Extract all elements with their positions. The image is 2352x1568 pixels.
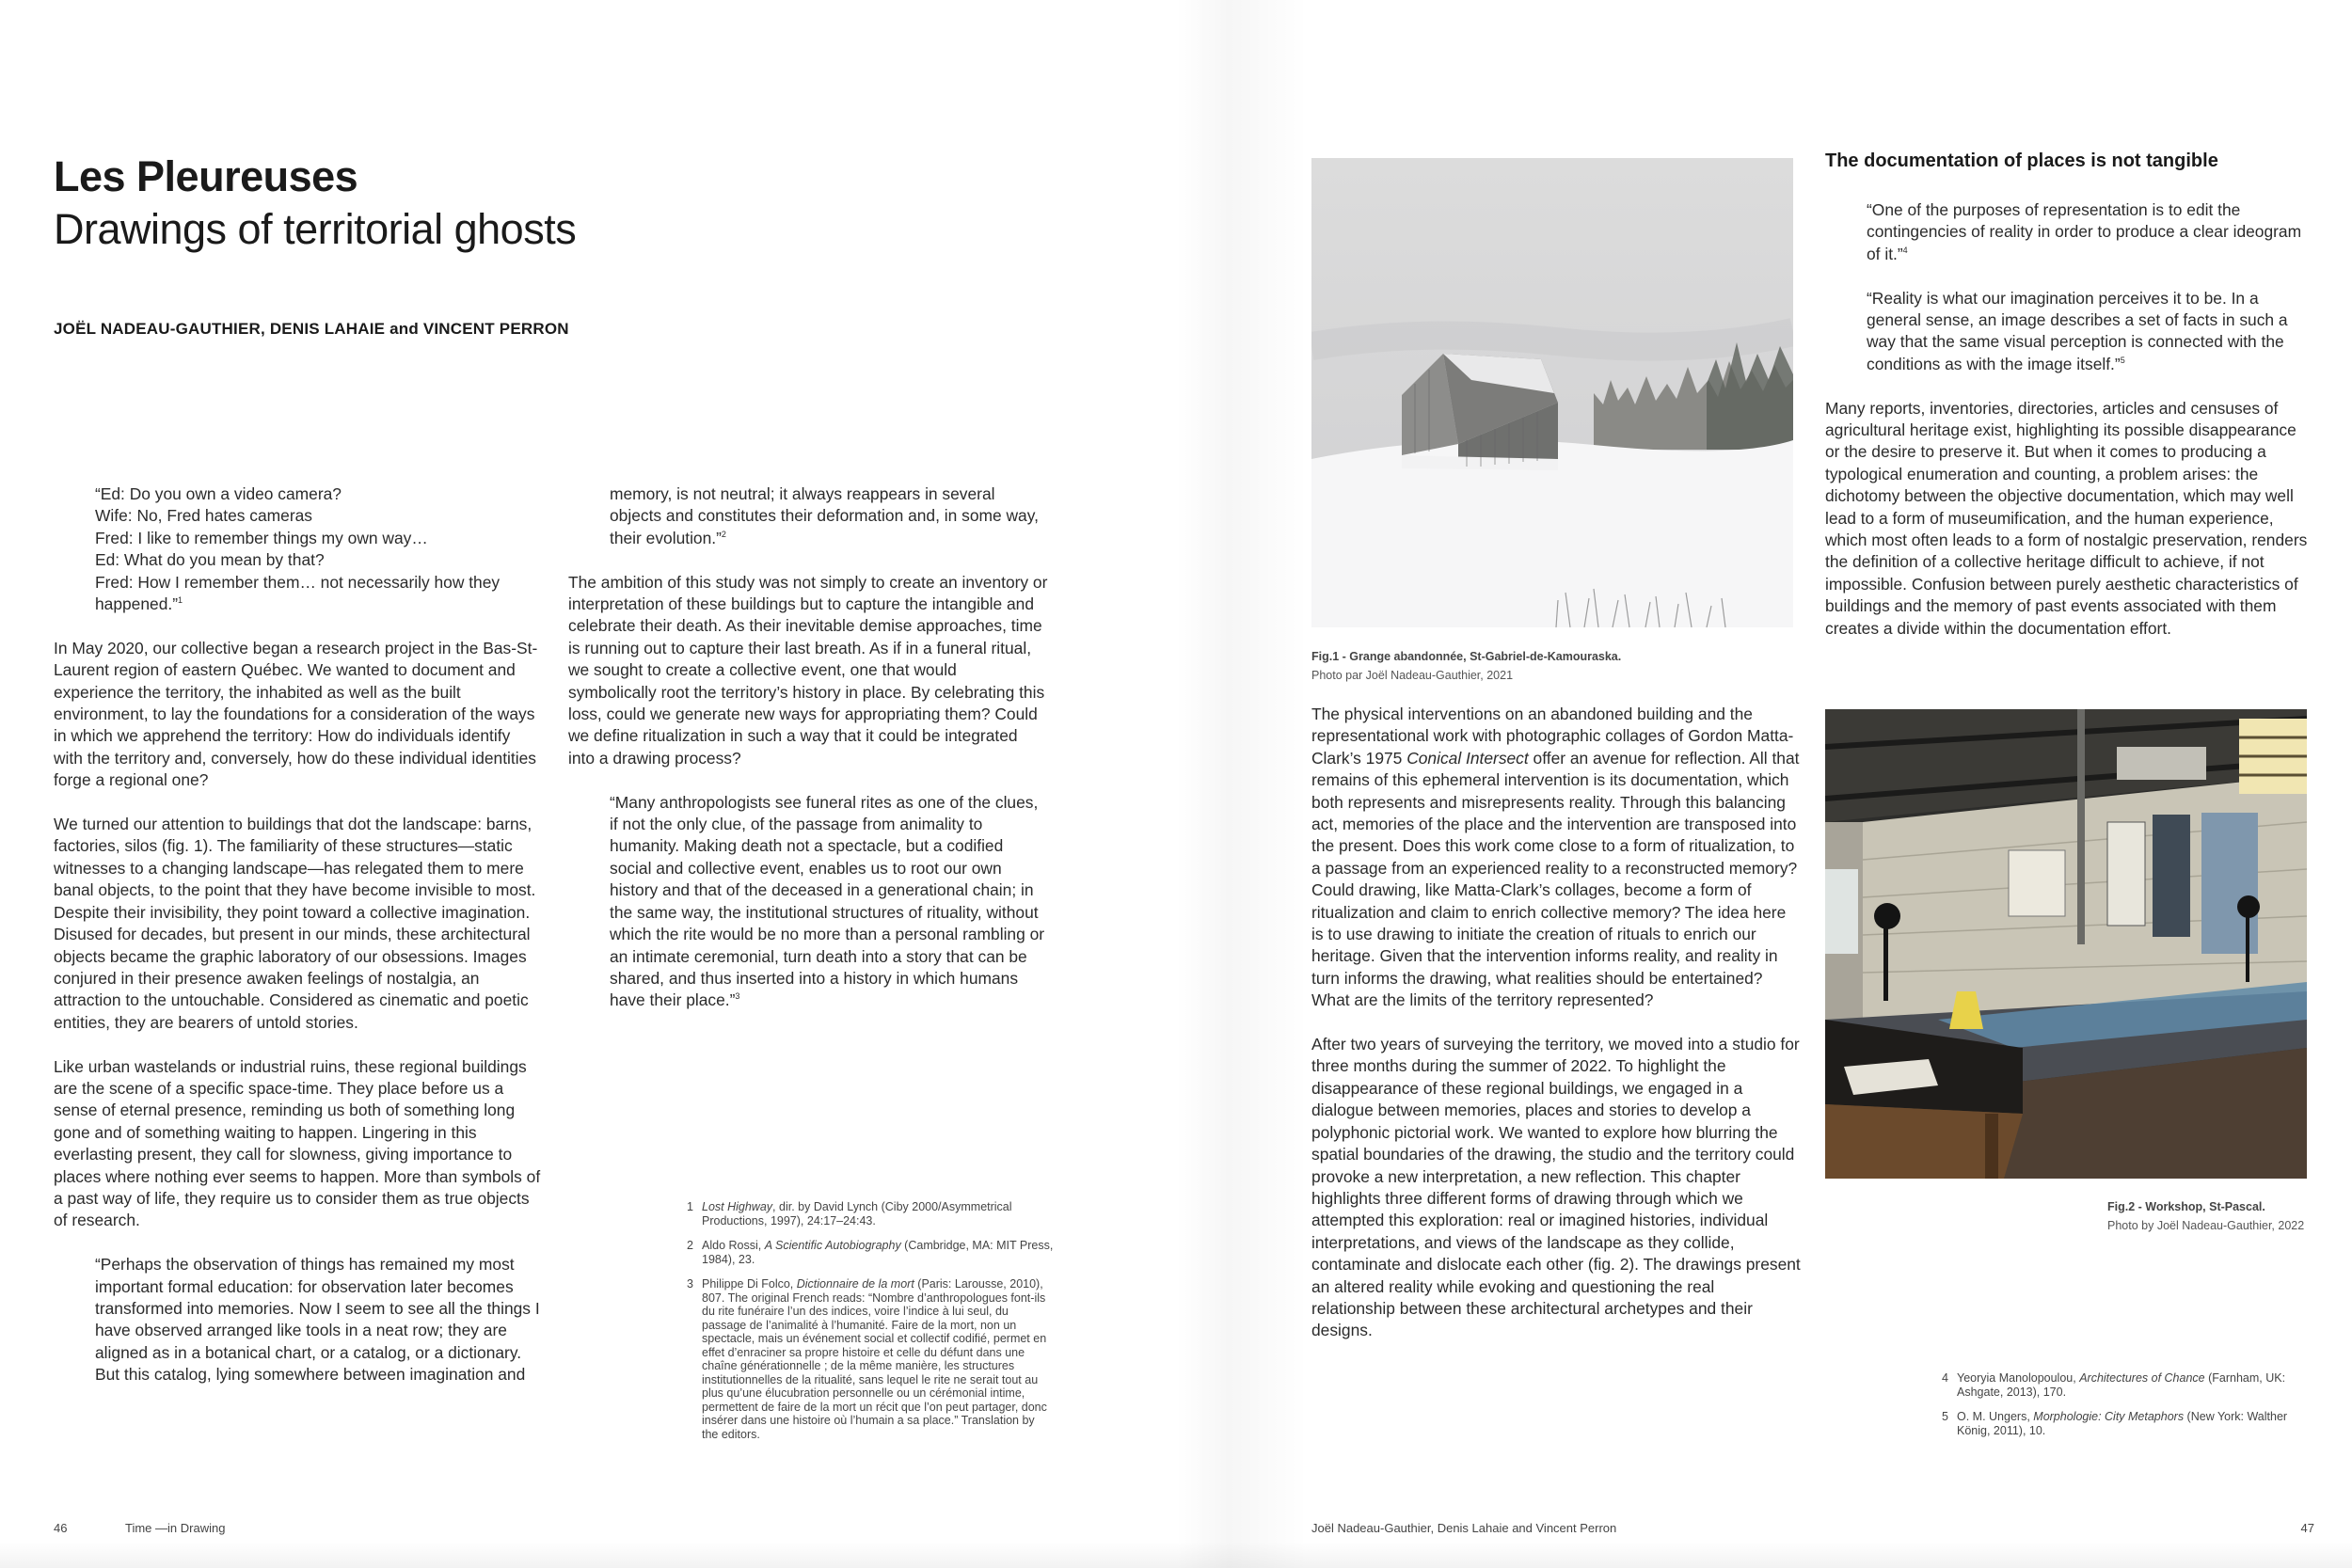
footnote-ref: 4 [1902, 245, 1908, 256]
paragraph: Like urban wastelands or industrial ruins, these regional buildings are the scene of a specific space-time. They place before us a sense of eternal presence, reminding us both of something long gone and of something waiting to happen. Lingering in this everlasting present, they call for slowness, giving importance to places where nothing ever seems to happen. More than symbols of a past way of life, they require us to consider them as true objects of research. [54, 1056, 541, 1230]
figure-2-workshop-photo [1825, 709, 2307, 1179]
running-head-left: Time —in Drawing [125, 1521, 226, 1535]
block-quote: “Reality is what our imagination perceives it to be. In a general sense, an image describes a set of facts in such a way that the same visual perception is connected with the conditions as with the image itself.”$^5$ [1867, 288, 2288, 373]
footnote: 4 Yeoryia Manolopoulou, Architectures of Chance (Farnham, UK: Ashgate, 2013), 170. [1942, 1371, 2286, 1399]
block-quote: “Many anthropologists see funeral rites as one of the clues, if not the only clue, of the passage from animality to humanity. Making death not a spectacle, but a codified social and collective event, enables us to root our own history and that of the deceased in a generational chain; in the same way, the institutional structures of rituality, without which the rite would be no more than a personal rambling or an intimate ceremonial, turn death into a story that can be shared, and thus inserted into a history in which humans have their place.”$^3$ [610, 792, 1045, 1010]
block-quote: “Perhaps the observation of things has remained my most important formal education: for observation later becomes transformed into memories. Now I seem to see all the things I have observed arranged like tools in a neat row; they are aligned as in a botanical chart, or a catalog, or a dictionary. But this catalog, lying somewhere between imagination and [95, 1255, 540, 1385]
footnotes-right [1942, 1371, 2299, 1449]
page-number-right: 47 [2300, 1521, 2314, 1535]
column-3 [1311, 704, 1801, 1364]
figure-1-barn-photo [1311, 158, 1793, 627]
footnote-ref: 3 [735, 991, 740, 1002]
footnote: 3 Philippe Di Folco, Dictionnaire de la mort (Paris: Larousse, 2010), 807. The original French reads: “Nombre d’anthropologues font-ils du rite funéraire l’un des indices, voire l’indice à lui seul, du passage de l’animalité à l’humanité. Faire de la mort, non un spectacle, mais un événement social et collectif codifié, permet en effet d’enraciner sa propre histoire et celle du défunt dans une chaîne générationnelle ; de la même manière, les structures institutionnelles de la ritualité, sans lequel le rite ne serait tout au plus qu’une élucubration personnelle ou un cérémonial intime, permettent de faire de la mort un récit que l’on peut partager, donc insérer dans une histoire où l’humain a sa place.” Translation by the editors. [687, 1277, 1047, 1441]
footnote: 5 O. M. Ungers, Morphologie: City Metaphors (New York: Walther König, 2011), 10. [1942, 1410, 2288, 1437]
epigraph-quote: “Ed: Do you own a video camera? Wife: No, Fred hates cameras Fred: I like to remember things my own way… Ed: What do you mean by that? Fred: How I remember them… not necessarily how they happened.”$^1$ [95, 484, 501, 614]
page-bottom-shadow [0, 1542, 2352, 1568]
paragraph: The physical interventions on an abandoned building and the representational work with photographic collages of Gordon Matta-Clark’s 1975 Conical Intersect offer an avenue for reflection. All that remains of this ephemeral intervention is its documentation, which both represents and misrepresents reality. Through this balancing act, memories of the place and the intervention are transposed into the present. Does this work come close to a form of ritualization, to a passage from an experienced reality to a reconstructed memory? Could drawing, like Matta-Clark’s collages, become a form of ritualization and claim to enrich collective memory? The idea here is to use drawing to initiate the creation of rituals to enrich our heritage. Given that the intervention informs reality, and reality in turn informs the drawing, what realities should be entertained? What are the limits of the territory represented? [1311, 705, 1800, 1010]
footnotes-left [687, 1200, 1054, 1452]
block-quote-continued: memory, is not neutral; it always reappears in several objects and constitutes their deformation and, in some way, their evolution.”$^2$ [610, 484, 1039, 547]
paragraph: We turned our attention to buildings that dot the landscape: barns, factories, silos (fig. 1). The familiarity of these structures—static witnesses to a changing landscape—has relegated them to mere banal objects, to the point that they have become invisible to most. Despite their invisibility, they point toward a collective imagination. Disused for decades, but present in our minds, these architectural objects became the graphic laboratory of our obsessions. Images conjured in their presence awaken feelings of nostalgia, an attraction to the untouchable. Considered as cinematic and poetic entities, they are bearers of untold stories. [54, 815, 536, 1032]
running-head-right: Joël Nadeau-Gauthier, Denis Lahaie and Vincent Perron [1311, 1521, 1617, 1535]
column-1 [54, 483, 543, 1408]
section-heading: The documentation of places is not tangible [1825, 150, 2218, 171]
block-quote: “One of the purposes of representation is to edit the contingencies of reality in order to produce a clear ideogram of it.”$^4$ [1867, 200, 2302, 263]
footnote-ref: 1 [178, 595, 183, 606]
footnote-ref: 2 [721, 530, 726, 540]
paragraph: The ambition of this study was not simply to create an inventory or interpretation of these buildings but to capture the intangible and celebrate their death. As their inevitable demise approaches, time is running out to capture their last breath. As if in a funeral ritual, we sought to create a collective event, one that would symbolically root the territory’s history in place. By celebrating this loss, could we generate new ways for appropriating them? Could we define ritualization in such a way that it could be integrated into a drawing process? [568, 572, 1048, 768]
paragraph: In May 2020, our collective began a research project in the Bas-St-Laurent region of eastern Québec. We wanted to document and experience the territory, the inhabited as well as the built environment, to lay the foundations for a consideration of the ways in which we apprehend the territory: How do individuals identify with the territory and, conversely, how do these individual identities forge a regional one? [54, 638, 538, 790]
column-2 [568, 483, 1048, 1034]
column-4 [1825, 199, 2314, 661]
article-title: Les Pleureuses [54, 152, 358, 200]
footnote: 2 Aldo Rossi, A Scientific Autobiography (Cambridge, MA: MIT Press, 1984), 23. [687, 1239, 1054, 1266]
paragraph: Many reports, inventories, directories, articles and censuses of agricultural heritage exist, highlighting its possible disappearance or the desire to preserve it. But when it comes to producing a typological enumeration and counting, a problem arises: the dichotomy between the objective documentation, which may well lead to a form of museumification, and the human experience, which most often leads to a form of nostalgic preservation, renders the definition of a collective heritage difficult to achieve, if not impossible. Confusion between purely aesthetic characteristics of buildings and the memory of past events associated with them creates a divide within the documentation effort. [1825, 398, 2308, 638]
footnote-ref: 5 [2120, 356, 2125, 366]
page-number-left: 46 [54, 1521, 68, 1535]
figure-1-caption: Fig.1 - Grange abandonnée, St-Gabriel-de-Kamouraska. Photo par Joël Nadeau-Gauthier, 2021 [1311, 650, 1622, 682]
article-subtitle: Drawings of territorial ghosts [54, 205, 577, 253]
footnote: 1 Lost Highway, dir. by David Lynch (Ciby 2000/Asymmetrical Productions, 1997), 24:17–24:43. [687, 1200, 1012, 1227]
paragraph: After two years of surveying the territory, we moved into a studio for three months during the summer of 2022. To highlight the disappearance of these regional buildings, we engaged in a dialogue between memories, places and stories to develop a polyphonic pictorial work. We wanted to explore how blurring the spatial boundaries of the drawing, the studio and the territory could provoke a new interpretation, a new reflection. This chapter highlights three different forms of drawing through which we attempted this exploration: real or imagined histories, individual interpretations, and views of the landscape as they collide, contaminate and dislocate each other (fig. 2). The drawings present an altered reality while evoking and questioning the real relationship between these architectural archetypes and their designs. [1311, 1035, 1801, 1340]
spread-gutter-shadow [1176, 0, 1308, 1568]
article-authors: JOËL NADEAU-GAUTHIER, DENIS LAHAIE and VINCENT PERRON [54, 320, 569, 338]
figure-2-caption: Fig.2 - Workshop, St-Pascal. Photo by Joël Nadeau-Gauthier, 2022 [2107, 1200, 2305, 1232]
